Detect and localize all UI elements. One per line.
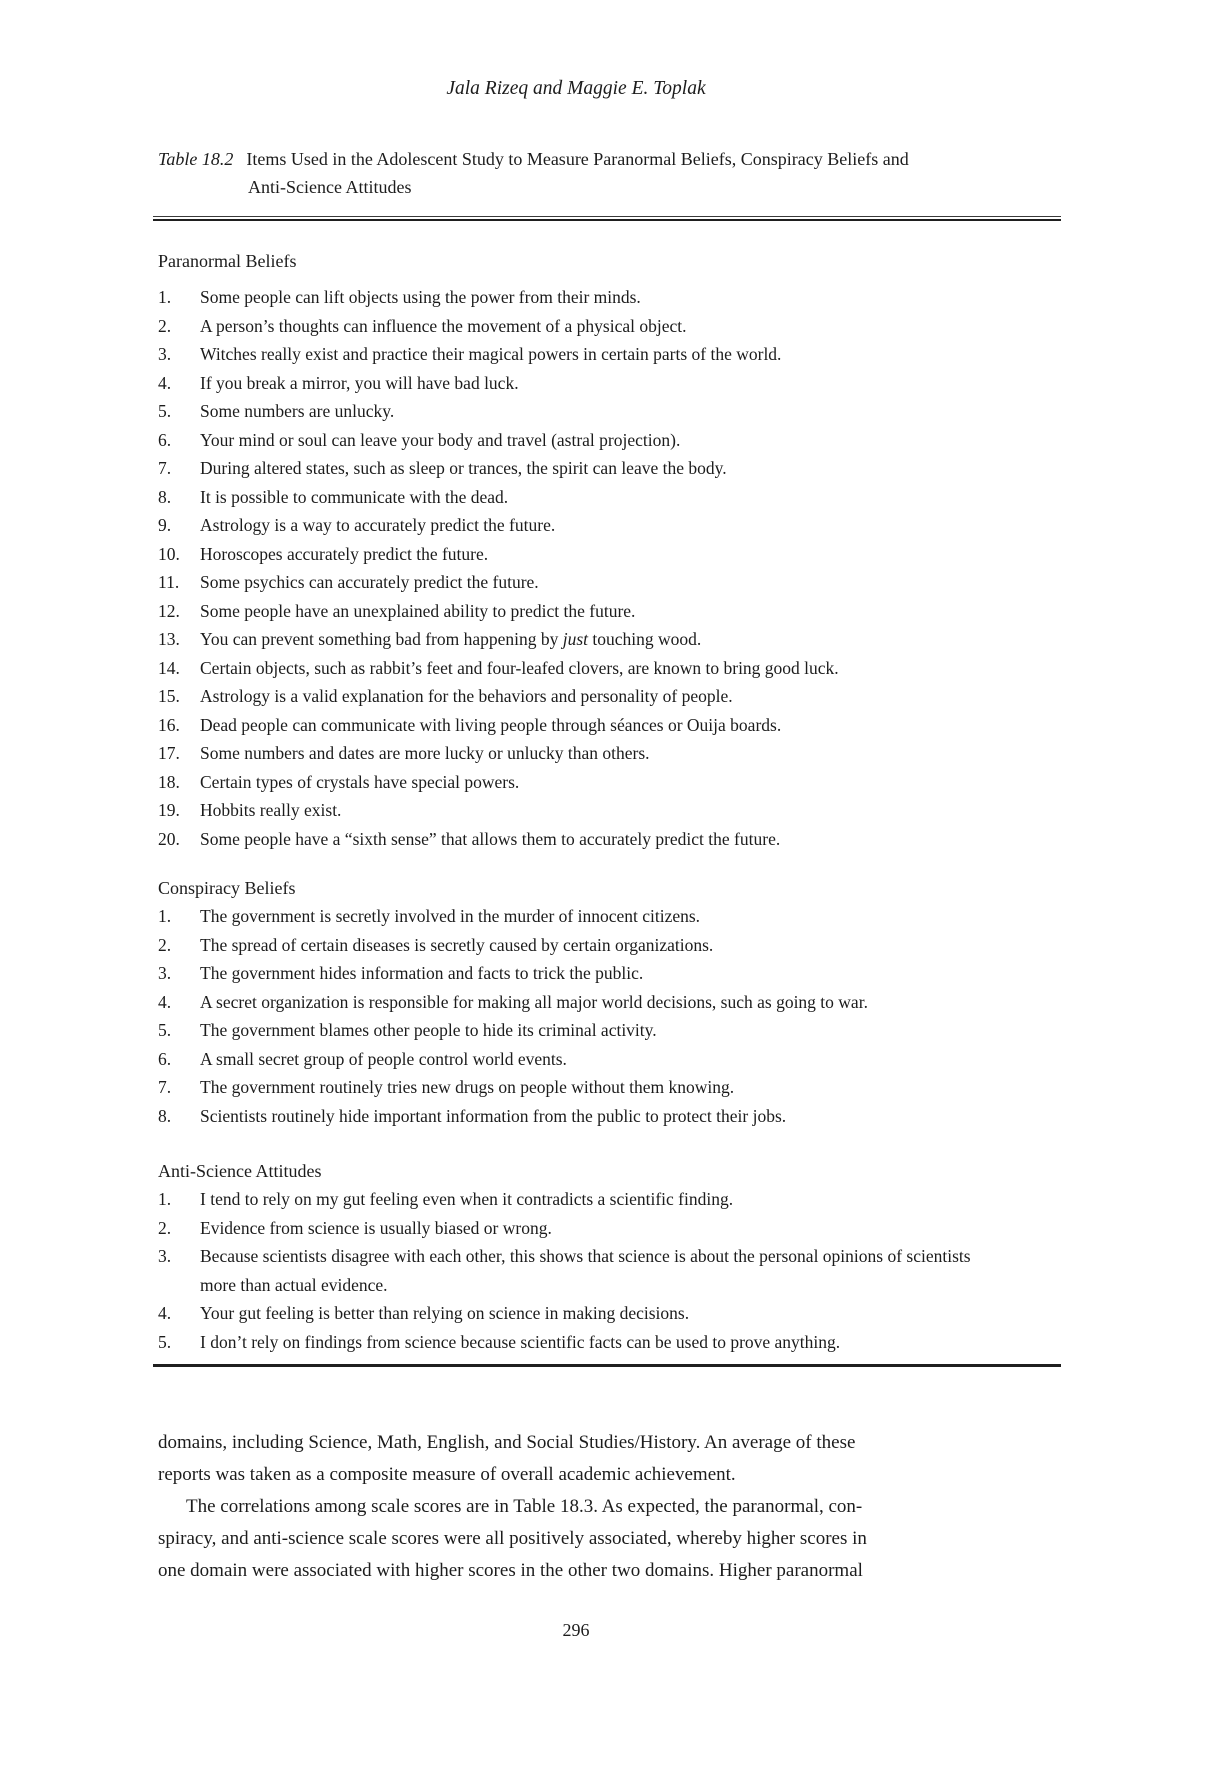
item-number: 5. [158, 401, 172, 421]
section-heading: Paranormal Beliefs [158, 251, 297, 271]
list-item [158, 1299, 994, 1328]
item-number: 7. [158, 1077, 172, 1097]
list-item [158, 1214, 994, 1243]
item-number: 5. [158, 1020, 172, 1040]
item-text: If you break a mirror, you will have bad luck. [200, 372, 519, 393]
item-number: 10. [158, 543, 180, 564]
item-text: The government hides information and facts to trick the public. [200, 963, 644, 983]
paragraph-line: The correlations among scale scores are in Table 18.3. As expected, the paranormal, con- [186, 1496, 863, 1517]
item-number: 20. [158, 828, 180, 849]
item-text: The government blames other people to hide its criminal activity. [200, 1020, 657, 1040]
paragraph [158, 1491, 994, 1587]
item-text: Dead people can communicate with living people through séances or Ouija boards. [200, 714, 782, 735]
list-item [158, 511, 994, 540]
list-item [158, 483, 994, 512]
item-text: Hobbits really exist. [200, 800, 342, 820]
table-body [158, 247, 994, 1356]
list-item [158, 931, 994, 960]
item-number: 17. [158, 743, 180, 763]
body-text [158, 1427, 994, 1587]
item-list [158, 1185, 994, 1356]
list-item [158, 283, 994, 312]
table-bottom-rule [153, 1364, 1061, 1367]
item-number: 15. [158, 686, 180, 706]
item-number: 4. [158, 1303, 172, 1323]
list-item [158, 426, 994, 455]
list-item [158, 654, 994, 683]
paragraph [158, 1427, 994, 1491]
item-number: 1. [158, 906, 172, 926]
item-text: During altered states, such as sleep or trances, the spirit can leave the body. [200, 458, 727, 478]
list-item [158, 1185, 994, 1214]
item-number: 6. [158, 429, 172, 450]
book-page [0, 76, 994, 1643]
item-number: 14. [158, 657, 180, 678]
list-item [158, 1045, 994, 1074]
list-item [158, 739, 994, 768]
item-text: The government is secretly involved in the murder of innocent citizens. [200, 906, 701, 926]
item-number: 3. [158, 963, 172, 983]
list-item [158, 1102, 994, 1131]
item-text: The government routinely tries new drugs on people without them knowing. [200, 1077, 735, 1097]
section-heading: Conspiracy Beliefs [158, 878, 296, 898]
paragraph-line: reports was taken as a composite measure of overall academic achievement. [158, 1464, 736, 1485]
list-item [158, 796, 994, 825]
item-text: I tend to rely on my gut feeling even when it contradicts a scientific finding. [200, 1189, 734, 1209]
item-text: It is possible to communicate with the dead. [200, 486, 509, 507]
item-text: Some numbers are unlucky. [200, 401, 395, 421]
item-number: 1. [158, 1189, 172, 1209]
item-text: Some people can lift objects using the power from their minds. [200, 287, 641, 307]
paragraph-line: spiracy, and anti-science scale scores were all positively associated, whereby higher scores in [158, 1528, 867, 1549]
item-number: 9. [158, 515, 172, 535]
list-item [158, 1328, 994, 1357]
list-item [158, 568, 994, 597]
item-text: Certain types of crystals have special powers. [200, 771, 520, 792]
item-number: 2. [158, 1217, 172, 1238]
item-text: Astrology is a way to accurately predict the future. [200, 515, 556, 535]
item-number: 8. [158, 486, 172, 507]
item-text: You can prevent something bad from happening by just touching wood. [200, 629, 702, 649]
list-item [158, 397, 994, 426]
item-number: 8. [158, 1105, 172, 1126]
item-number: 3. [158, 344, 172, 364]
section-heading: Anti-Science Attitudes [158, 1161, 322, 1181]
paragraph-line: domains, including Science, Math, English, and Social Studies/History. An average of these [158, 1432, 856, 1453]
item-number: 2. [158, 315, 172, 336]
list-item [158, 625, 994, 654]
item-number: 3. [158, 1246, 172, 1266]
item-number: 11. [158, 572, 180, 592]
item-number: 18. [158, 771, 180, 792]
item-text: Your gut feeling is better than relying on science in making decisions. [200, 1303, 690, 1323]
list-item [158, 312, 994, 341]
table-caption-label: Table 18.2 [158, 149, 234, 169]
item-text: Your mind or soul can leave your body and travel (astral projection). [200, 429, 681, 450]
list-item [158, 454, 994, 483]
list-item [158, 711, 994, 740]
table-caption [158, 146, 994, 201]
running-head: Jala Rizeq and Maggie E. Toplak [446, 78, 706, 99]
item-text: I don’t rely on findings from science because scientific facts can be used to prove anything. [200, 1331, 841, 1352]
item-text: Evidence from science is usually biased or wrong. [200, 1217, 552, 1238]
item-number: 5. [158, 1331, 172, 1352]
item-number: 12. [158, 600, 180, 621]
item-text: The spread of certain diseases is secretly caused by certain organizations. [200, 934, 714, 955]
item-text: A small secret group of people control world events. [200, 1048, 567, 1069]
list-item [158, 340, 994, 369]
item-list [158, 902, 994, 1130]
item-text: A person’s thoughts can influence the movement of a physical object. [200, 315, 687, 336]
item-number: 1. [158, 287, 172, 307]
item-text: Some people have an unexplained ability to predict the future. [200, 600, 636, 621]
list-item [158, 902, 994, 931]
table-top-rule [153, 216, 1061, 221]
paragraph-line: one domain were associated with higher scores in the other two domains. Higher paranormal [158, 1560, 863, 1581]
item-text: Certain objects, such as rabbit’s feet and four-leafed clovers, are known to bring good luck. [200, 657, 839, 678]
table-section [158, 247, 994, 853]
item-text: Some numbers and dates are more lucky or unlucky than others. [200, 743, 650, 763]
item-number: 19. [158, 800, 180, 820]
page-number: 296 [562, 1620, 590, 1640]
list-item [158, 369, 994, 398]
list-item [158, 597, 994, 626]
list-item [158, 768, 994, 797]
list-item [158, 1073, 994, 1102]
item-number: 4. [158, 372, 172, 393]
item-text: Astrology is a valid explanation for the behaviors and personality of people. [200, 686, 733, 706]
item-text: A secret organization is responsible for making all major world decisions, such as going to war. [200, 991, 868, 1012]
item-number: 13. [158, 629, 180, 649]
list-item [158, 1016, 994, 1045]
list-item [158, 959, 994, 988]
item-text: Some psychics can accurately predict the future. [200, 572, 539, 592]
item-text: Witches really exist and practice their magical powers in certain parts of the world. [200, 344, 782, 364]
list-item [158, 540, 994, 569]
table-caption-text: Items Used in the Adolescent Study to Measure Paranormal Beliefs, Conspiracy Beliefs and Anti-Science Attitudes [246, 149, 909, 197]
item-list [158, 283, 994, 853]
item-number: 16. [158, 714, 180, 735]
list-item [158, 988, 994, 1017]
item-number: 7. [158, 458, 172, 478]
item-number: 6. [158, 1048, 172, 1069]
list-item [158, 682, 994, 711]
item-text: Scientists routinely hide important information from the public to protect their jobs. [200, 1105, 787, 1126]
table-section [158, 874, 994, 1130]
list-item [158, 1242, 994, 1299]
table-section [158, 1157, 994, 1356]
item-number: 4. [158, 991, 172, 1012]
item-number: 2. [158, 934, 172, 955]
item-text: Horoscopes accurately predict the future. [200, 543, 489, 564]
item-text: Because scientists disagree with each other, this shows that science is about the personal opinions of scientists more than actual evidence. [200, 1246, 971, 1295]
list-item [158, 825, 994, 854]
item-text: Some people have a “sixth sense” that allows them to accurately predict the future. [200, 828, 781, 849]
